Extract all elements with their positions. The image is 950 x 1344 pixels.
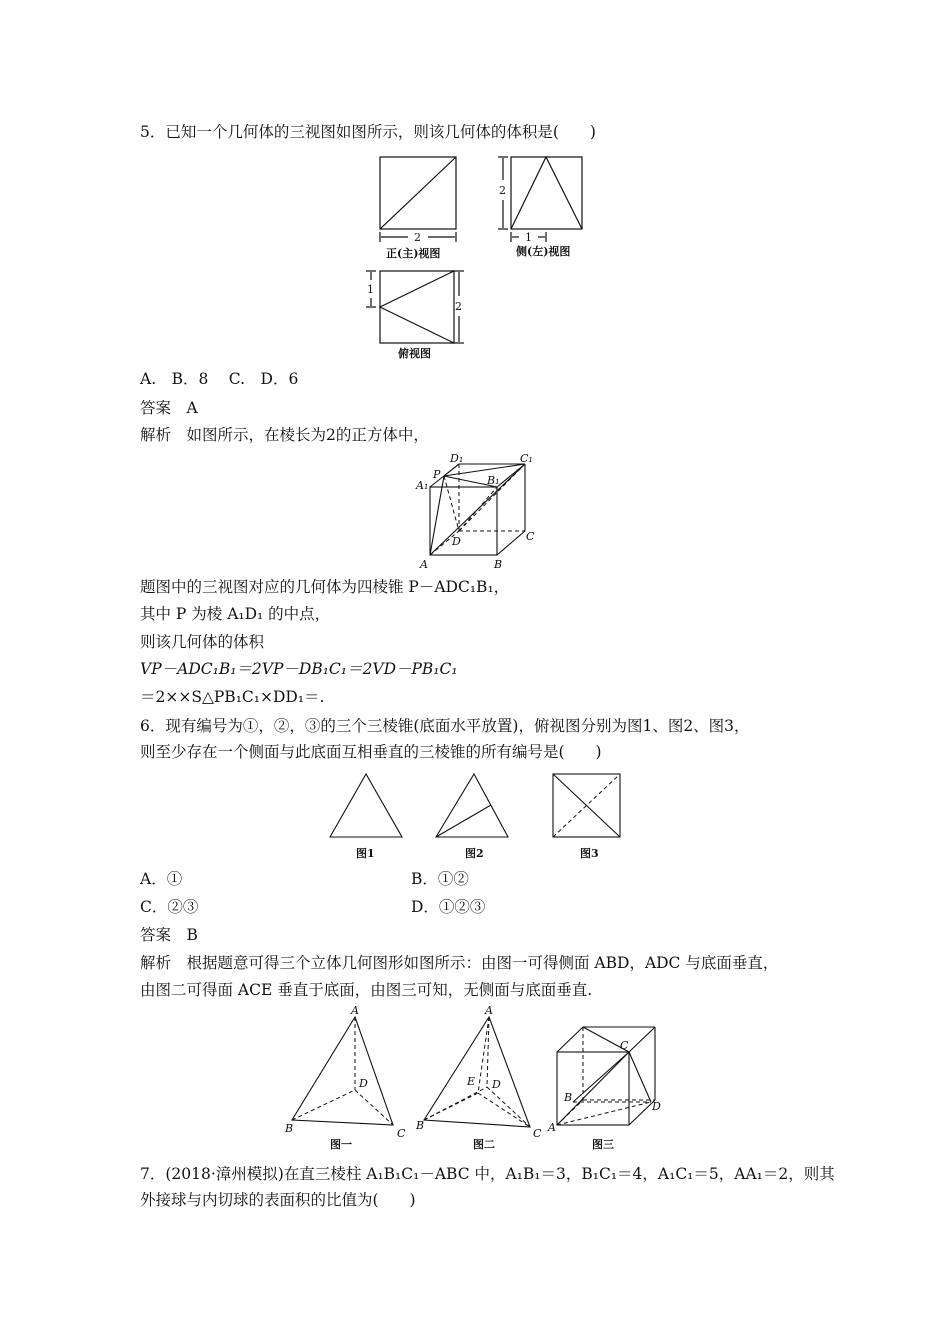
q5-analysis-line-4: VP－ADC₁B₁＝2VP－DB₁C₁＝2VD－PB₁C₁ <box>140 660 458 678</box>
q5-analysis-line-2: 其中 P 为棱 A₁D₁ 的中点， <box>140 605 331 623</box>
q6-analysis-line-2: 由图二可得面 ACE 垂直于底面，由图三可知，无侧面与底面垂直. <box>140 981 593 999</box>
fig3-label-B: B <box>564 1091 573 1104</box>
side-height-label: 2 <box>499 184 506 197</box>
label-D1: D₁ <box>450 452 464 465</box>
fig3-label-A: A <box>548 1121 556 1134</box>
fig2-label-D: D <box>492 1078 501 1091</box>
label-P: P <box>433 468 441 481</box>
fig2-label-B: B <box>416 1119 425 1132</box>
q6-answer: 答案 B <box>140 926 198 944</box>
q6-stem-line-2: 则至少存在一个侧面与此底面互相垂直的三棱锥的所有编号是( ) <box>140 743 602 761</box>
solid-caption-3: 图三 <box>592 1138 614 1151</box>
top-small-label: 1 <box>367 283 374 296</box>
fig3-caption: 图3 <box>580 847 599 860</box>
q7-stem-line-1: 7．(2018·漳州模拟)在直三棱柱 A₁B₁C₁－ABC 中，A₁B₁＝3，B₁C₁＝4，A₁C₁＝5，AA₁＝2，则其 <box>140 1165 835 1183</box>
fig2-label-C: C <box>533 1127 542 1140</box>
q5-options: A. B．8 C. D．6 <box>140 370 299 388</box>
fig1-label-C: C <box>397 1127 406 1140</box>
fig1-label-A: A <box>351 1004 359 1017</box>
front-width-label: 2 <box>414 231 421 244</box>
solid-caption-2: 图二 <box>473 1138 495 1151</box>
q6-analysis-line-1: 解析 根据题意可得三个立体几何图形如图所示：由图一可得侧面 ABD，ADC 与底面垂直， <box>140 954 779 972</box>
q6-option-d: D．①②③ <box>411 898 486 916</box>
q5-analysis-line-5: ＝2××S△PB₁C₁×DD₁＝. <box>140 688 325 706</box>
fig2-label-A: A <box>485 1004 493 1017</box>
top-height-label: 2 <box>455 300 462 313</box>
solid-caption-1: 图一 <box>330 1138 352 1151</box>
side-view-caption: 侧(左)视图 <box>516 245 571 258</box>
label-C: C <box>526 530 535 543</box>
label-B: B <box>494 558 503 571</box>
q6-option-b: B．①② <box>411 870 469 888</box>
q5-answer: 答案 A <box>140 399 198 417</box>
q5-analysis-line-3: 则该几何体的体积 <box>140 633 265 651</box>
fig3-label-C: C <box>620 1039 629 1052</box>
q5-analysis-line-1: 题图中的三视图对应的几何体为四棱锥 P－ADC₁B₁， <box>140 578 510 596</box>
q5-analysis-intro: 解析 如图所示，在棱长为2的正方体中， <box>140 426 429 444</box>
label-A: A <box>420 558 428 571</box>
label-A1: A₁ <box>416 479 429 492</box>
q7-stem-line-2: 外接球与内切球的表面积的比值为( ) <box>140 1191 416 1209</box>
fig2-caption: 图2 <box>465 847 484 860</box>
front-view-caption: 正(主)视图 <box>386 247 441 260</box>
q6-option-a: A．① <box>140 870 183 888</box>
fig1-label-B: B <box>285 1122 294 1135</box>
q6-option-c: C．②③ <box>140 898 199 916</box>
top-view-caption: 俯视图 <box>398 347 431 360</box>
label-C1: C₁ <box>520 452 533 465</box>
fig3-label-D: D <box>652 1100 661 1113</box>
fig1-label-D: D <box>359 1077 368 1090</box>
q6-stem-line-1: 6．现有编号为①，②，③的三个三棱锥(底面水平放置)，俯视图分别为图1、图2、图3， <box>140 717 750 735</box>
fig2-label-E: E <box>467 1075 476 1088</box>
fig1-caption: 图1 <box>356 847 375 860</box>
label-B1: B₁ <box>487 474 500 487</box>
side-width-label: 1 <box>525 231 532 244</box>
q5-stem: 5．已知一个几何体的三视图如图所示，则该几何体的体积是( ) <box>140 123 596 141</box>
label-D: D <box>452 535 461 548</box>
